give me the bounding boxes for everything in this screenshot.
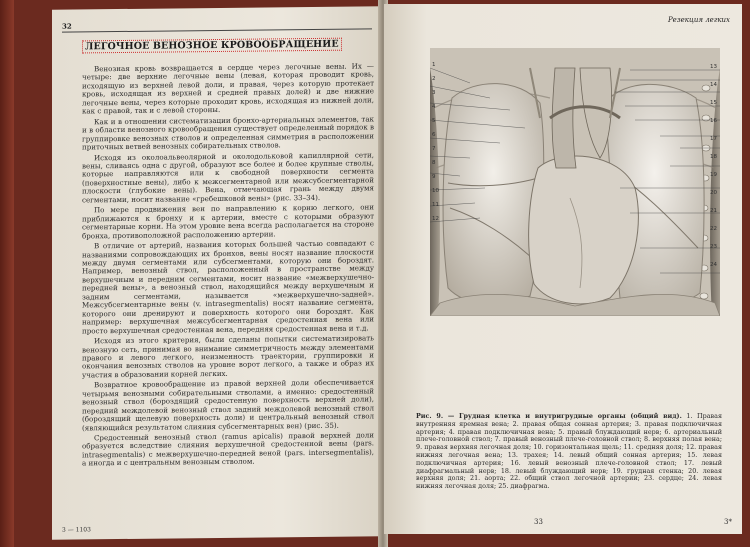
figure-label: 19 — [710, 172, 717, 178]
running-head: Резекция легких — [667, 16, 730, 24]
paragraph: В отличие от артерий, названия которых большей частью совпадают с названиями сопровождающих их бронхов, вены носят название плоскости между двумя сегментами или субсегментами, которую они бороздят. Например, венозный ствол, расположенный в пространстве между верхушечным и передним сегментами, носит название «межверхушечно-передней вены», а венозный ствол, находящийся между верхушечным и задним сегментами, называется «межверхушечно-задней». Межсубсегментарные вены (v. intrasegmentalis) носят название сегмента, которого они дренируют и поверхность которого они бороздят. Как например: верхушечная межсубсегментарная средостенная вена или просто верхушечная средостенная вена, передняя средостенная вена и т.д. — [82, 238, 374, 336]
paragraph: Как и в отношении систематизации бронхо-артериальных элементов, так и в области венозного кровообращения существует определенный порядок в группировке венозных стволов и определенная симметрия в расположении приточных ветвей венозных собирательных стволов. — [82, 114, 374, 152]
thorax-illustration — [430, 48, 720, 316]
paragraph: Возвратное кровообращение из правой верхней доли обеспечивается четырьмя венозными собирательными стволами, а именно: средостенный венозный ствол (бороздящий средостенную поверхность верхней доли), передний междолевой венозный ствол задний междолевой венозный ствол (бороздящий щелевую поверхность доли) и центральный венозный ствол (являющийся результатом слияния субсегментарных вен) (рис. 35). — [82, 377, 374, 432]
figure-caption-title: Рис. 9. — Грудная клетка и внутригрудные органы (общий вид). — [416, 412, 682, 420]
right-page — [384, 4, 742, 534]
page-signature-mark: 3* — [724, 518, 732, 526]
book-cover-edge — [0, 0, 14, 547]
paragraph: Исходя из околоальвеолярной и околодольковой капиллярной сети, вены, сливаясь одна с другой, образуют все более и более крупные стволы, которые направляются или к свободной поверхности сегмента (поверхностные вены), либо к межсегментарной или межсубсегментарной плоскости (глубокие вены). Вена, отмечающая грань между двумя сегментами, носит название «гребешковой вены» (рис. 33–34). — [82, 149, 374, 205]
figure-label: 8 — [432, 160, 436, 166]
figure-label: 7 — [432, 146, 436, 152]
header-rule — [62, 28, 372, 32]
figure-label: 10 — [432, 188, 439, 194]
section-heading-text: ЛЕГОЧНОЕ ВЕНОЗНОЕ КРОВООБРАЩЕНИЕ — [82, 38, 342, 54]
anatomy-figure — [430, 48, 720, 316]
body-text — [82, 62, 374, 470]
left-page — [52, 6, 382, 539]
figure-label: 5 — [432, 118, 436, 124]
figure-label: 1 — [432, 62, 436, 68]
figure-label: 24 — [710, 262, 717, 268]
figure-caption-text: 1. Правая внутренняя яремная вена; 2. правая общая сонная артерия; 3. правая подключичная артерия; 4. правая подключичная вена; 5. правый блуждающий нерв; 6. артериальный плече-головной ствол; 7. правый венозный плече-головной ствол; 8. верхняя полая вена; 9. правая верхняя легочная доля; 10. горизонтальная щель; 11. средняя доля; 12. правая нижняя легочная вена; 13. трахея; 14. левый общий сонная артерия; 15. левая подключичная артерия; 16. левый венозный плече-головной ствол; 17. левый диафрагмальный нерв; 18. левый блуждающий нерв; 19. грудная стенка; 20. левая верхняя доля; 21. аорта; 22. общий ствол легочной артерии; 23. сердце; 24. левая нижняя легочная доля; 25. диафрагма. — [416, 412, 722, 491]
figure-label: 2 — [432, 76, 436, 82]
page-number-right: 33 — [534, 518, 543, 526]
paragraph: По мере продвижения вен по направлению к корню легкого, они приближаются к бронху и к артерии, вместе с которыми образуют сегментарные корни. На этом уровне вена всегда располагается на стороне бронха, противоположной расположению артерии. — [82, 202, 374, 241]
figure-label: 11 — [432, 202, 439, 208]
paragraph: Венозная кровь возвращается в сердце через легочные вены. Их — четыре: две верхние легочные вены (левая, которая проводит кровь, исходящую из верхней левой доли, и правая, через которую протекает кровь, исходящая из верхней и средней правых долей) и две нижние легочные вены, через которые проходит кровь, исходящая из нижней доли, как с правой, так и с левой стороны. — [82, 61, 374, 116]
figure-label: 4 — [432, 104, 436, 110]
figure-label: 14 — [710, 82, 717, 88]
figure-label: 18 — [710, 154, 717, 160]
figure-label: 22 — [710, 226, 717, 232]
page-number-left: 32 — [62, 21, 72, 31]
figure-label: 23 — [710, 244, 717, 250]
signature-mark: 3 — 1103 — [62, 526, 91, 534]
figure-label: 17 — [710, 136, 717, 142]
figure-label: 15 — [710, 100, 717, 106]
section-heading — [82, 39, 342, 53]
paragraph: Средостенный венозный ствол (ramus apicalis) правой верхней доли образуется вследствие слияния верхушечной средостенной вены (pars. intrasegmentalis) с межверхушечно-передней веной (pars. intersegmentalis), а иногда и с центральным венозным стволом. — [82, 430, 374, 468]
figure-label: 20 — [710, 190, 717, 196]
figure-caption — [416, 413, 722, 491]
figure-label: 12 — [432, 216, 439, 222]
figure-label: 16 — [710, 118, 717, 124]
figure-label: 6 — [432, 132, 436, 138]
figure-label: 21 — [710, 208, 717, 214]
figure-label: 3 — [432, 90, 436, 96]
figure-label: 13 — [710, 64, 717, 70]
paragraph: Исходя из этого критерия, были сделаны попытки систематизировать венозную сеть, принимая во внимание симметричность между элементами правого и левого легкого, неизменность траектории, группировки и окончания венозных стволов на уровне ворот легкого, а также и образ их участия в образовании корней легких. — [82, 333, 374, 380]
figure-label: 9 — [432, 174, 436, 180]
